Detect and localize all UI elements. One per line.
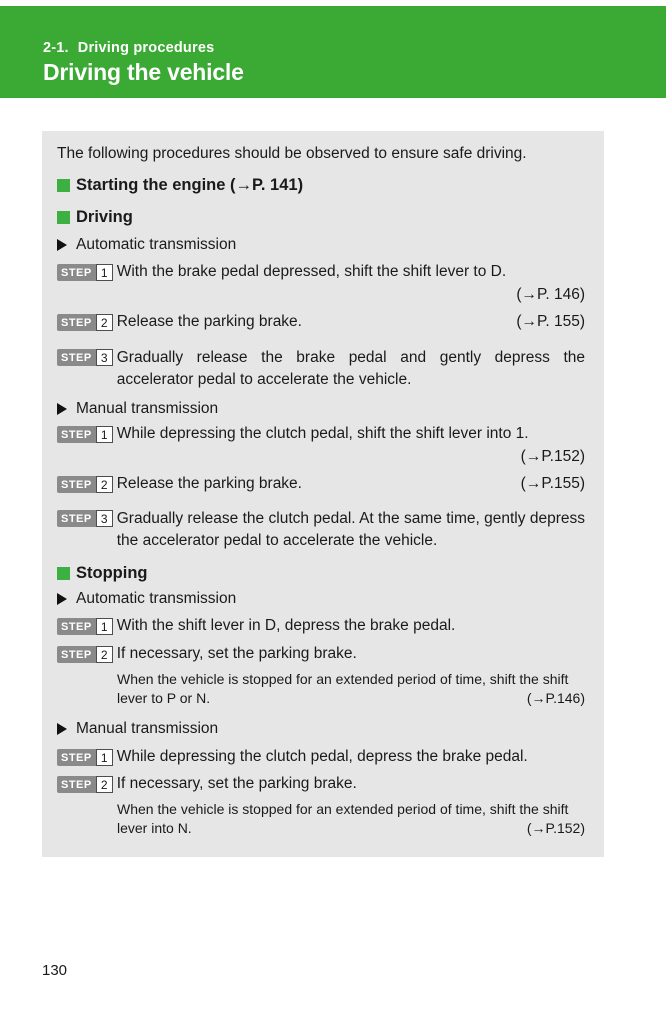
step-badge-number: 1	[96, 618, 113, 635]
subheading-text: Manual transmission	[76, 400, 219, 417]
heading-starting-engine	[57, 175, 585, 195]
triangle-bullet-icon	[57, 239, 67, 251]
step-badge-label: STEP	[57, 749, 96, 766]
step-text: While depressing the clutch pedal, shift the shift lever into 1.	[116, 425, 529, 442]
heading-stopping	[57, 563, 585, 583]
step-text: Release the parking brake.	[116, 313, 302, 330]
green-square-icon	[57, 211, 70, 224]
step-item	[57, 474, 585, 494]
step-badge-label: STEP	[57, 264, 96, 281]
step-badge-number: 2	[96, 646, 113, 663]
step-item	[57, 616, 585, 636]
step-badge-label: STEP	[57, 476, 96, 493]
triangle-bullet-icon	[57, 723, 67, 735]
step-badge-number: 1	[96, 264, 113, 281]
step-text: Gradually release the brake pedal and gently depress the accelerator pedal to accelerate the vehicle.	[116, 349, 585, 388]
step-badge-number: 2	[96, 476, 113, 493]
step-badge	[57, 349, 113, 366]
step-item	[57, 312, 585, 332]
step-badge-number: 2	[96, 314, 113, 331]
note-text: When the vehicle is stopped for an extended period of time, shift the shift lever to P or N.	[117, 671, 569, 706]
page-reference: (→P. 146)	[516, 286, 585, 303]
step-text-row	[117, 474, 585, 494]
heading-text: Driving	[76, 208, 133, 226]
step-badge	[57, 476, 113, 493]
step-text: If necessary, set the parking brake.	[116, 645, 357, 662]
green-square-icon	[57, 567, 70, 580]
step-badge	[57, 646, 113, 663]
content-panel	[42, 131, 604, 857]
subheading-text: Manual transmission	[76, 720, 219, 737]
page-reference: (→P.152)	[521, 819, 585, 838]
note-text: When the vehicle is stopped for an extended period of time, shift the shift lever into N.	[117, 801, 569, 836]
intro-text: The following procedures should be observed to ensure safe driving.	[57, 145, 527, 162]
step-item	[57, 644, 585, 664]
step-badge	[57, 776, 113, 793]
subheading-manual-transmission	[57, 720, 585, 738]
page-reference: (→P. 155)	[516, 313, 585, 330]
step-badge-number: 3	[96, 510, 113, 527]
step-badge-label: STEP	[57, 646, 96, 663]
step-badge-label: STEP	[57, 314, 96, 331]
heading-text: Starting the engine (→P. 141)	[76, 176, 304, 194]
step-item	[57, 747, 585, 767]
manual-page	[0, 6, 666, 979]
chapter-section-label	[43, 39, 666, 57]
step-badge-number: 2	[96, 776, 113, 793]
page-number: 130	[42, 962, 68, 979]
step-badge-label: STEP	[57, 776, 96, 793]
page-reference: (→P.146)	[521, 689, 585, 708]
step-item	[57, 774, 585, 794]
step-text: While depressing the clutch pedal, depress the brake pedal.	[116, 748, 528, 765]
heading-driving	[57, 207, 585, 227]
step-badge	[57, 314, 113, 331]
chapter-header	[0, 6, 666, 98]
step-text: Gradually release the clutch pedal. At the same time, gently depress the accelerator pedal to accelerate the vehicle.	[116, 510, 585, 549]
step-badge-label: STEP	[57, 510, 96, 527]
step-badge-number: 1	[96, 426, 113, 443]
step-item	[57, 508, 585, 552]
page-title: Driving the vehicle	[43, 59, 244, 85]
step-badge	[57, 426, 113, 443]
step-text: Release the parking brake.	[116, 475, 302, 492]
step-badge	[57, 264, 113, 281]
step-badge	[57, 749, 113, 766]
chapter-name: Driving procedures	[77, 40, 215, 56]
step-badge-label: STEP	[57, 426, 96, 443]
chapter-number: 2-1.	[43, 40, 69, 56]
step-badge	[57, 510, 113, 527]
step-text-row	[117, 312, 585, 332]
triangle-bullet-icon	[57, 593, 67, 605]
triangle-bullet-icon	[57, 403, 67, 415]
subheading-text: Automatic transmission	[76, 236, 237, 253]
page-reference: (→P.152)	[520, 448, 585, 465]
step-item	[57, 262, 585, 282]
step-badge-label: STEP	[57, 349, 96, 366]
step-item	[57, 347, 585, 391]
heading-text: Stopping	[76, 564, 148, 582]
step-badge-label: STEP	[57, 618, 96, 635]
step-text: If necessary, set the parking brake.	[116, 775, 357, 792]
subheading-automatic-transmission	[57, 590, 585, 608]
step-badge	[57, 618, 113, 635]
step-item	[57, 424, 585, 444]
step-badge-number: 1	[96, 749, 113, 766]
step-text: With the brake pedal depressed, shift the shift lever to D.	[116, 263, 507, 280]
step-badge-number: 3	[96, 349, 113, 366]
step-text: With the shift lever in D, depress the brake pedal.	[116, 617, 456, 634]
page-reference: (→P.155)	[520, 475, 585, 492]
subheading-automatic-transmission	[57, 236, 585, 254]
subheading-manual-transmission	[57, 400, 585, 418]
subheading-text: Automatic transmission	[76, 590, 237, 607]
step-note	[117, 800, 585, 838]
step-note	[117, 670, 585, 708]
green-square-icon	[57, 179, 70, 192]
